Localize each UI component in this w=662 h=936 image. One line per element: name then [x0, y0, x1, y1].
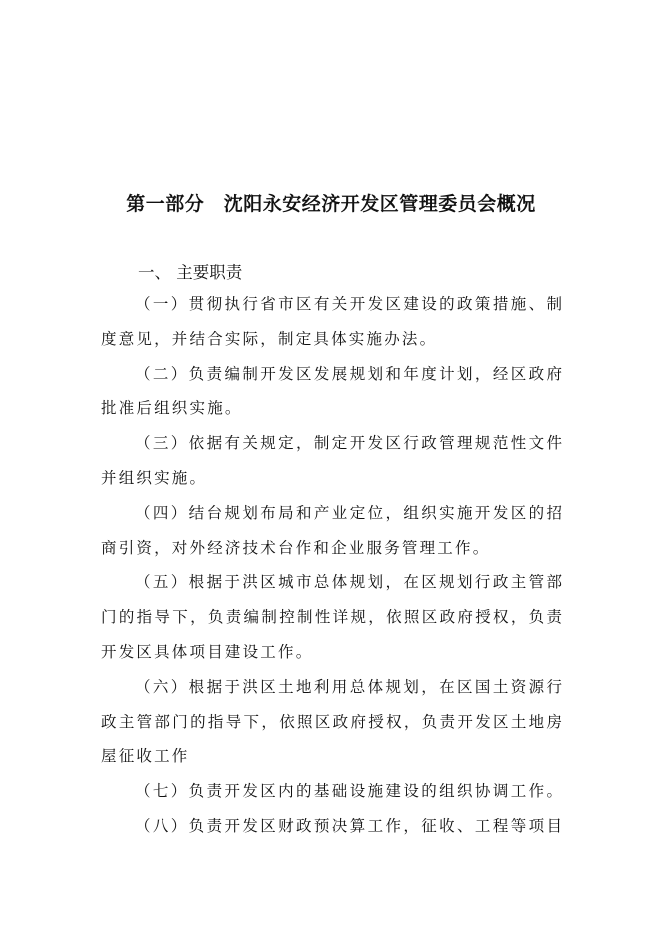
paragraph	[101, 673, 562, 777]
paragraph	[101, 568, 562, 672]
paragraph-line: 屋征收工作	[101, 747, 190, 766]
paragraph-line: 商引资，对外经济技术台作和企业服务管理工作。	[101, 538, 491, 557]
paragraph-line: （二）负责编制开发区发展规划和年度计划，经区政府	[135, 364, 562, 383]
document-body	[101, 290, 562, 847]
paragraph	[101, 812, 562, 847]
paragraph	[101, 360, 562, 430]
paragraph-line: 并组织实施。	[101, 468, 208, 487]
paragraph	[101, 499, 562, 569]
paragraph	[101, 290, 562, 360]
paragraph-line: 政主管部门的指导下，依照区政府授权，负责开发区土地房	[101, 712, 562, 731]
paragraph	[101, 777, 562, 812]
paragraph-line: （八）负责开发区财政预决算工作，征收、工程等项目	[135, 816, 562, 835]
paragraph-line: （三）依据有关规定，制定开发区行政管理规范性文件	[135, 434, 562, 453]
paragraph-line: 开发区具体项目建设工作。	[101, 642, 314, 661]
paragraph-line: （五）根据于洪区城市总体规划，在区规划行政主管部	[135, 573, 562, 592]
section-heading: 一、 主要职责	[138, 263, 243, 282]
paragraph-line: 门的指导下，负责编制控制性详规，依照区政府授权，负责	[101, 608, 562, 627]
paragraph-line: （七）负责开发区内的基础设施建设的组织协调工作。	[135, 782, 562, 801]
paragraph-line: 批准后组织实施。	[101, 399, 243, 418]
paragraph-line: （四）结台规划布局和产业定位，组织实施开发区的招	[135, 503, 562, 522]
paragraph	[101, 429, 562, 499]
paragraph-line: 度意见，并结合实际，制定具体实施办法。	[101, 329, 438, 348]
paragraph-line: （一）贯彻执行省市区有关开发区建设的政策措施、制	[135, 295, 562, 313]
page-title: 第一部分 沈阳永安经济开发区管理委员会概况	[126, 193, 536, 215]
paragraph-line: （六）根据于洪区土地利用总体规划，在区国土资源行	[135, 677, 562, 696]
